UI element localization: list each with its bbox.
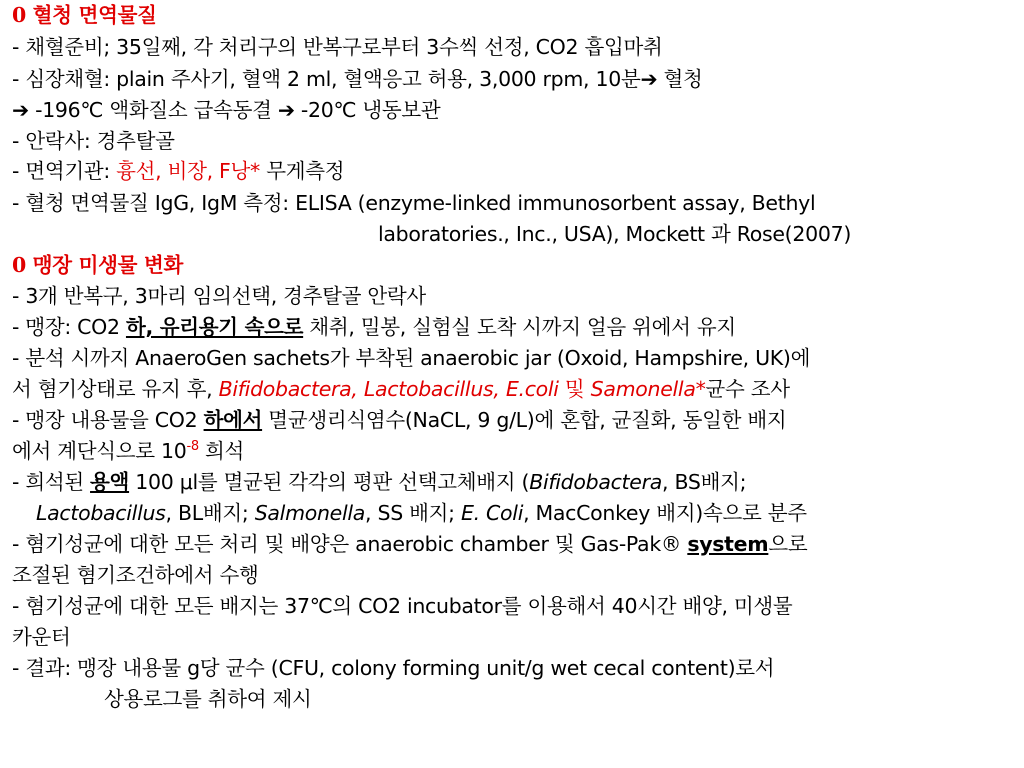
section2-line-14: 상용로그를 취하여 제시 xyxy=(104,687,312,711)
line8-italic-1: Lactobacillus xyxy=(36,501,166,525)
line4-bacteria1: Bifidobactera, Lactobacillus, E.coli xyxy=(218,377,559,401)
line9-suffix: 으로 xyxy=(768,532,808,556)
line4-prefix: 서 혐기상태로 유지 후, xyxy=(12,377,219,401)
section2-line-7 xyxy=(12,469,746,495)
section1-item-4: - 안락사: 경추탈골 xyxy=(12,129,175,153)
line6-prefix: 에서 계단식으로 10 xyxy=(12,439,187,463)
line7-emph: 용액 xyxy=(90,470,130,494)
line4-star: * xyxy=(695,377,706,401)
line9-prefix: - 혐기성균에 대한 모든 처리 및 배양은 anaerobic chamber 및 Gas-Pak® xyxy=(12,532,688,556)
line2-prefix: - 맹장: CO2 xyxy=(12,315,126,339)
line5-emph: 하에서 xyxy=(203,408,263,432)
line7-suffix: , BS배지; xyxy=(662,470,747,494)
line8-italic-3: E. Coli xyxy=(460,501,524,525)
line7-prefix: - 희석된 xyxy=(12,470,91,494)
line8-text-2: , SS 배지; xyxy=(365,501,461,525)
line8-italic-2: Salmonella xyxy=(254,501,366,525)
section2-line-4 xyxy=(12,376,790,402)
section2-line-12: 카운터 xyxy=(12,625,71,649)
section2-line-11: - 혐기성균에 대한 모든 배지는 37℃의 CO2 incubator를 이용해서 40시간 배양, 미생물 xyxy=(12,594,793,618)
organ-suffix: 무게측정 xyxy=(259,159,345,183)
line4-suffix: 균수 조사 xyxy=(705,377,790,401)
section1-item-2: - 심장채혈: plain 주사기, 혈액 2 ml, 혈액응고 허용, 3,000 rpm, 10분➔ 혈청 xyxy=(12,67,703,91)
organ-prefix: - 면역기관: xyxy=(12,159,117,183)
section2-line-2 xyxy=(12,314,736,340)
line6-suffix: 희석 xyxy=(198,439,245,463)
section2-line-10: 조절된 혐기조건하에서 수행 xyxy=(12,563,259,587)
section1-elisa-line-1: - 혈청 면역물질 IgG, IgM 측정: ELISA (enzyme-linked immunosorbent assay, Bethyl xyxy=(12,191,816,215)
line7-mid: 100 μl를 멸균된 각각의 평판 선택고체배지 ( xyxy=(129,470,530,494)
section1-heading: 0 혈청 면역물질 xyxy=(12,3,157,27)
organ-highlight: 흉선, 비장, F낭* xyxy=(116,159,260,183)
section2-line-6 xyxy=(12,438,244,464)
section1-item-1: - 채혈준비; 35일째, 각 처리구의 반복구로부터 3수씩 선정, CO2 흡입마취 xyxy=(12,35,663,59)
line4-mid: 및 xyxy=(558,377,591,401)
section2-line-3: - 분석 시까지 AnaeroGen sachets가 부착된 anaerobic jar (Oxoid, Hampshire, UK)에 xyxy=(12,346,811,370)
line8-text-3: , MacConkey 배지)속으로 분주 xyxy=(523,501,807,525)
line2-emph: 하, 유리용기 속으로 xyxy=(125,315,304,339)
section2-line-8 xyxy=(36,500,807,526)
section2-line-9 xyxy=(12,531,807,557)
section2-line-13: - 결과: 맹장 내용물 g당 균수 (CFU, colony forming unit/g wet cecal content)로서 xyxy=(12,656,775,680)
line5-prefix: - 맹장 내용물을 CO2 xyxy=(12,408,204,432)
section1-item-3: ➔ -196℃ 액화질소 급속동결 ➔ -20℃ 냉동보관 xyxy=(12,98,441,122)
line5-suffix: 멸균생리식염수(NaCL, 9 g/L)에 혼합, 균질화, 동일한 배지 xyxy=(262,408,787,432)
line4-bacteria2: Samonella xyxy=(590,377,696,401)
line7-italic: Bifidobactera xyxy=(529,470,663,494)
section2-line-5 xyxy=(12,407,786,433)
section1-organ-line xyxy=(12,158,344,184)
line8-text-1: , BL배지; xyxy=(165,501,255,525)
line9-emph: system xyxy=(687,532,769,556)
section1-elisa-line-2: laboratories., Inc., USA), Mockett 과 Rose(2007) xyxy=(378,222,852,246)
line2-suffix: 채취, 밀봉, 실험실 도착 시까지 얼음 위에서 유지 xyxy=(303,315,736,339)
section2-heading: 0 맹장 미생물 변화 xyxy=(12,253,183,277)
section2-line-1: - 3개 반복구, 3마리 임의선택, 경추탈골 안락사 xyxy=(12,284,426,308)
line6-exponent: -8 xyxy=(186,439,199,455)
